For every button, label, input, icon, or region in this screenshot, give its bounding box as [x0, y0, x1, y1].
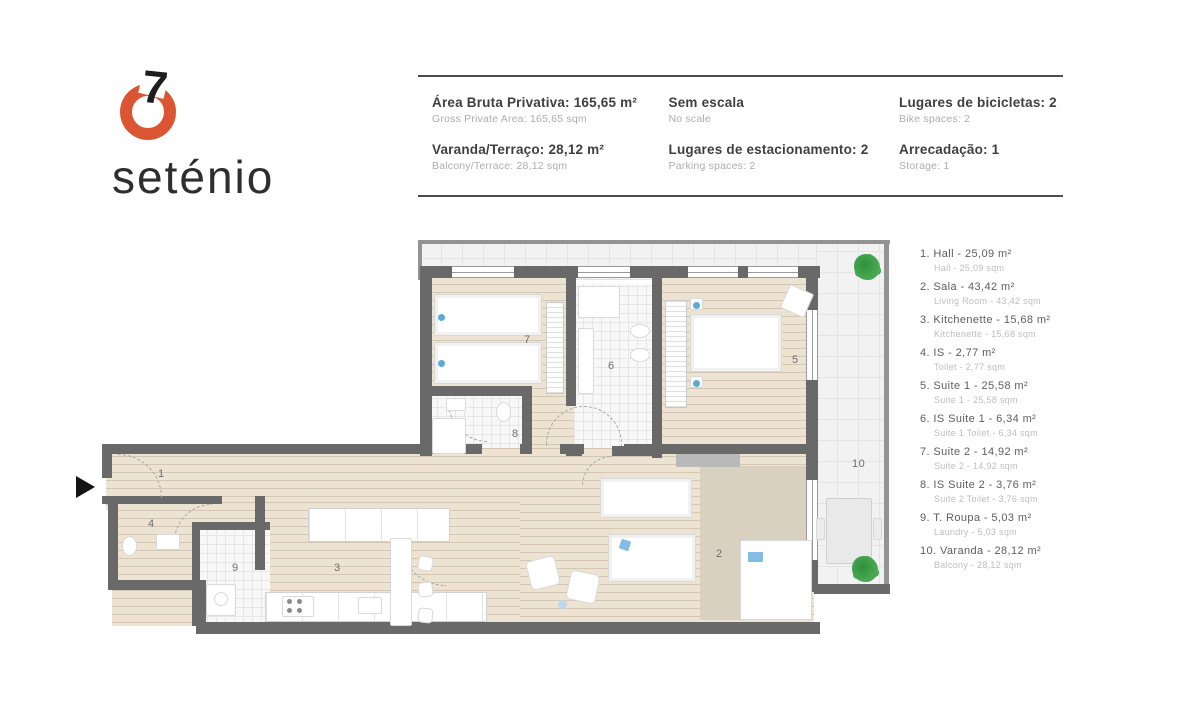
legend-item-subtitle: Kitchenette - 15,68 sqm: [934, 329, 1036, 339]
plant-bottom-icon: [852, 556, 878, 582]
info-balcony-area: [432, 142, 669, 172]
room-label-suite1: 5: [792, 354, 799, 366]
info-scale: [669, 95, 900, 125]
info-parking: [669, 142, 900, 172]
info-scale-title: Sem escala: [668, 95, 745, 110]
lamp-dot-suite1-b: [693, 380, 700, 387]
legend-item-is-suite2: [920, 479, 1115, 504]
wall-bath-suite1-divider: [652, 274, 662, 458]
balcony-chair-right: [873, 518, 882, 540]
wall-left-upper: [420, 266, 432, 456]
legend-item-title: 7. Suite 2 - 14,92 m²: [920, 446, 1029, 458]
legend-item-title: 9. T. Roupa - 5,03 m²: [920, 512, 1032, 524]
floor-plan: [100, 240, 892, 654]
room-legend: [920, 248, 1115, 578]
wardrobe-suite1: [665, 300, 687, 408]
stove-burner-c: [287, 608, 292, 613]
info-bikes: [899, 95, 1063, 125]
wall-is-suite2-top: [426, 386, 532, 396]
plant-top-icon: [854, 254, 880, 280]
sofa-a: [600, 478, 692, 518]
window-suite1-b: [748, 266, 798, 278]
legend-item-subtitle: Living Room - 43,42 sqm: [934, 296, 1041, 306]
legend-item-subtitle: Suite 2 - 14,92 sqm: [934, 461, 1018, 471]
legend-item-toilet: [920, 347, 1115, 372]
window-bath1: [578, 266, 630, 278]
info-balcony-area-title: Varanda/Terraço: 28,12 m²: [432, 142, 605, 157]
info-column-scale-parking: [669, 95, 900, 195]
toilet-wc: [122, 536, 137, 556]
kitchen-cabinets: [308, 508, 450, 542]
wall-balcony-bottom: [814, 584, 890, 594]
info-gross-area-subtitle: Gross Private Area: 165,65 sqm: [432, 113, 587, 125]
parapet-right: [884, 240, 889, 592]
legend-item-suite1: [920, 380, 1115, 405]
window-suite1-a: [688, 266, 738, 278]
info-column-areas: [432, 95, 669, 195]
info-balcony-area-subtitle: Balcony/Terrace: 28,12 sqm: [432, 160, 568, 172]
legend-item-subtitle: Hall - 25,09 sqm: [934, 263, 1005, 273]
property-info-panel: [418, 75, 1063, 197]
side-table-living: [558, 600, 567, 609]
legend-item-title: 1. Hall - 25,09 m²: [920, 248, 1012, 260]
legend-item-suite2: [920, 446, 1115, 471]
legend-item-hall: [920, 248, 1115, 273]
stove-burner-b: [297, 599, 302, 604]
legend-item-subtitle: Suite 1 Toilet - 6,34 sqm: [934, 428, 1038, 438]
entrance-arrow-icon: [76, 476, 95, 498]
legend-item-title: 4. IS - 2,77 m²: [920, 347, 996, 359]
info-gross-area-title: Área Bruta Privativa: 165,65 m²: [432, 95, 638, 110]
lamp-dot-suite2-b: [438, 360, 445, 367]
info-storage-title: Arrecadação: 1: [899, 142, 1000, 157]
tv-sideboard: [676, 454, 740, 467]
wall-kitchen-divider: [255, 496, 265, 570]
wall-bottom-left: [108, 580, 204, 590]
stool-b: [417, 581, 434, 598]
info-bikes-subtitle: Bike spaces: 2: [899, 113, 971, 125]
legend-item-living: [920, 281, 1115, 306]
room-label-is-suite1: 6: [608, 360, 615, 372]
legend-item-title: 2. Sala - 43,42 m²: [920, 281, 1015, 293]
room-label-laundry: 9: [232, 562, 239, 574]
brand-logo-icon: [120, 59, 190, 144]
wall-suite2-bath-divider: [566, 274, 576, 406]
info-scale-subtitle: No scale: [668, 113, 711, 125]
bed-suite2-b: [434, 342, 542, 384]
legend-item-subtitle: Suite 2 Toilet - 3,76 sqm: [934, 494, 1038, 504]
toilet-bath1: [630, 324, 650, 338]
legend-item-is-suite1: [920, 413, 1115, 438]
decor-blue-living: [748, 552, 763, 562]
bed-suite2-a: [434, 294, 542, 336]
info-parking-title: Lugares de estacionamento: 2: [668, 142, 869, 157]
lamp-dot-suite1-a: [693, 302, 700, 309]
room-label-kitchenette: 3: [334, 562, 341, 574]
legend-item-subtitle: Suite 1 - 25,58 sqm: [934, 395, 1018, 405]
kitchen-island: [390, 538, 412, 626]
info-storage-subtitle: Storage: 1: [899, 160, 950, 172]
stove-burner-d: [297, 608, 302, 613]
sink-bath2: [446, 398, 466, 411]
armchair-living-b: [565, 569, 601, 605]
parapet-top: [418, 240, 890, 244]
washing-machine-drum: [214, 592, 228, 606]
legend-item-subtitle: Balcony - 28,12 sqm: [934, 560, 1022, 570]
balcony-table: [826, 498, 872, 564]
room-label-toilet: 4: [148, 518, 155, 530]
brand-name: seténio: [112, 151, 275, 203]
room-label-suite2: 7: [524, 334, 531, 346]
wall-hall-top: [102, 444, 482, 454]
wall-is-suite2-right: [522, 386, 532, 454]
window-suite1-side: [806, 310, 818, 380]
legend-item-title: 10. Varanda - 28,12 m²: [920, 545, 1042, 557]
brand-logo: [112, 59, 312, 204]
kitchen-sink: [358, 597, 382, 614]
wall-bath1-door-left: [566, 446, 582, 456]
info-parking-subtitle: Parking spaces: 2: [668, 160, 756, 172]
toilet-bath2: [496, 402, 511, 422]
sink-wc: [156, 534, 180, 550]
legend-item-subtitle: Laundry - 5,03 sqm: [934, 527, 1017, 537]
bed-suite1: [690, 314, 782, 372]
legend-item-title: 8. IS Suite 2 - 3,76 m²: [920, 479, 1037, 491]
legend-item-laundry: [920, 512, 1115, 537]
wall-bath1-door-right: [612, 446, 662, 456]
info-column-bikes-storage: [899, 95, 1063, 195]
info-bikes-title: Lugares de bicicletas: 2: [899, 95, 1057, 110]
stove-burner-a: [287, 599, 292, 604]
room-label-is-suite2: 8: [512, 428, 519, 440]
wardrobe-suite2: [546, 302, 564, 394]
info-storage: [899, 142, 1063, 172]
room-label-balcony: 10: [852, 458, 866, 470]
room-label-living: 2: [716, 548, 723, 560]
room-label-hall: 1: [158, 468, 165, 480]
wall-bottom-main: [196, 622, 820, 634]
vanity-bath1: [578, 328, 594, 394]
legend-item-title: 6. IS Suite 1 - 6,34 m²: [920, 413, 1037, 425]
lamp-dot-suite2-a: [438, 314, 445, 321]
legend-item-subtitle: Toilet - 2,77 sqm: [934, 362, 1006, 372]
legend-item-kitchenette: [920, 314, 1115, 339]
legend-item-balcony: [920, 545, 1115, 570]
shower-bath1: [578, 286, 620, 318]
wall-left-lower: [108, 502, 118, 588]
bidet-bath1: [630, 348, 650, 362]
logo-seven-glyph: 7: [139, 59, 171, 115]
shower-bath2: [432, 418, 466, 454]
info-gross-area: [432, 95, 669, 125]
legend-item-title: 5. Suite 1 - 25,58 m²: [920, 380, 1029, 392]
stool-c: [417, 607, 433, 623]
window-suite2: [452, 266, 514, 278]
stool-a: [417, 555, 434, 572]
wall-entry-upper: [102, 444, 112, 478]
balcony-chair-left: [816, 518, 825, 540]
legend-item-title: 3. Kitchenette - 15,68 m²: [920, 314, 1051, 326]
